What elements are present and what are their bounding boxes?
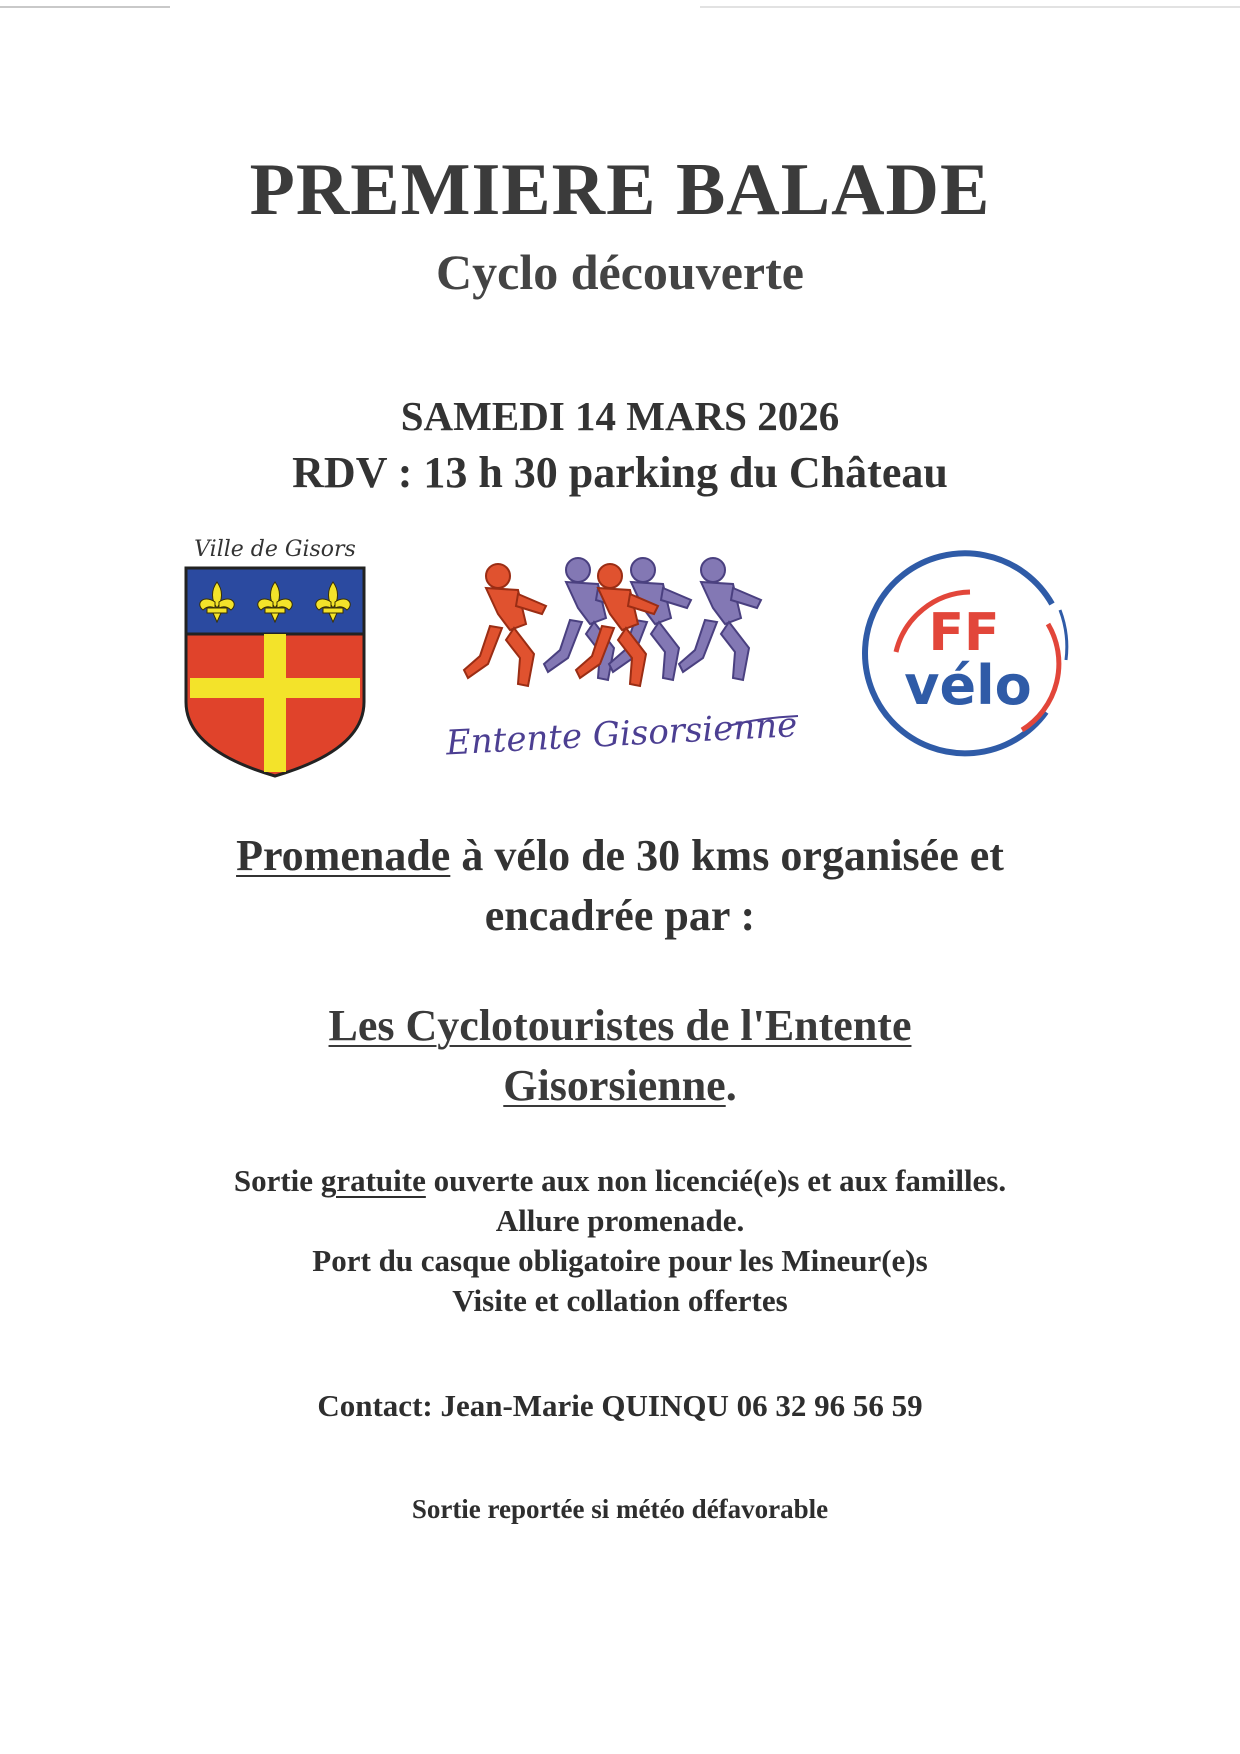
ffvelo-ff: FF <box>928 603 1000 663</box>
info-line-3: Port du casque obligatoire pour les Mineur(e)s <box>312 1243 928 1278</box>
info-line-1-end: ouverte aux non licencié(e)s et aux familles. <box>425 1163 1007 1198</box>
gisors-logo <box>180 532 370 780</box>
ffvelo-velo: vélo <box>904 654 1032 717</box>
poster-subtitle: Cyclo découverte <box>436 244 804 300</box>
entente-caption: Entente Gisorsienne <box>445 705 799 764</box>
ffvelo-logo <box>852 540 1082 770</box>
info-free-underlined: gratuite <box>320 1163 426 1198</box>
info-line-4: Visite et collation offertes <box>452 1283 788 1318</box>
promo-line-1-rest: à vélo de 30 kms organisée et <box>450 831 1004 880</box>
info-line-1 <box>0 1163 1240 1199</box>
info-line-2: Allure promenade. <box>495 1203 745 1238</box>
entente-logo <box>428 548 806 784</box>
contact-line: Contact: Jean-Marie QUINQU 06 32 96 56 59 <box>317 1388 923 1423</box>
organizer-line-2-end: . <box>725 1061 737 1110</box>
coat-of-arms-icon <box>186 568 364 776</box>
scan-edge-right <box>700 6 1240 8</box>
ffvelo-logo-icon <box>865 553 1067 753</box>
runners-icon <box>464 558 761 686</box>
promo-underlined: Promenade <box>236 831 451 880</box>
gisors-caption: Ville de Gisors <box>194 537 356 562</box>
event-date: SAMEDI 14 MARS 2026 <box>400 393 840 439</box>
organizer-line-1-text: Les Cyclotouristes de l'Entente <box>328 1001 912 1050</box>
meeting-point: RDV : 13 h 30 parking du Château <box>292 448 948 497</box>
promo-line-1 <box>0 830 1240 881</box>
scan-edge-left <box>0 6 170 8</box>
weather-note: Sortie reportée si météo défavorable <box>411 1494 829 1524</box>
poster-title: PREMIERE BALADE <box>249 149 991 231</box>
info-line-1-start: Sortie <box>233 1163 321 1198</box>
promo-line-2: encadrée par : <box>484 891 756 940</box>
organizer-line-1 <box>0 1000 1240 1051</box>
organizer-name-underlined: Gisorsienne <box>503 1061 726 1110</box>
organizer-line-2 <box>0 1060 1240 1111</box>
